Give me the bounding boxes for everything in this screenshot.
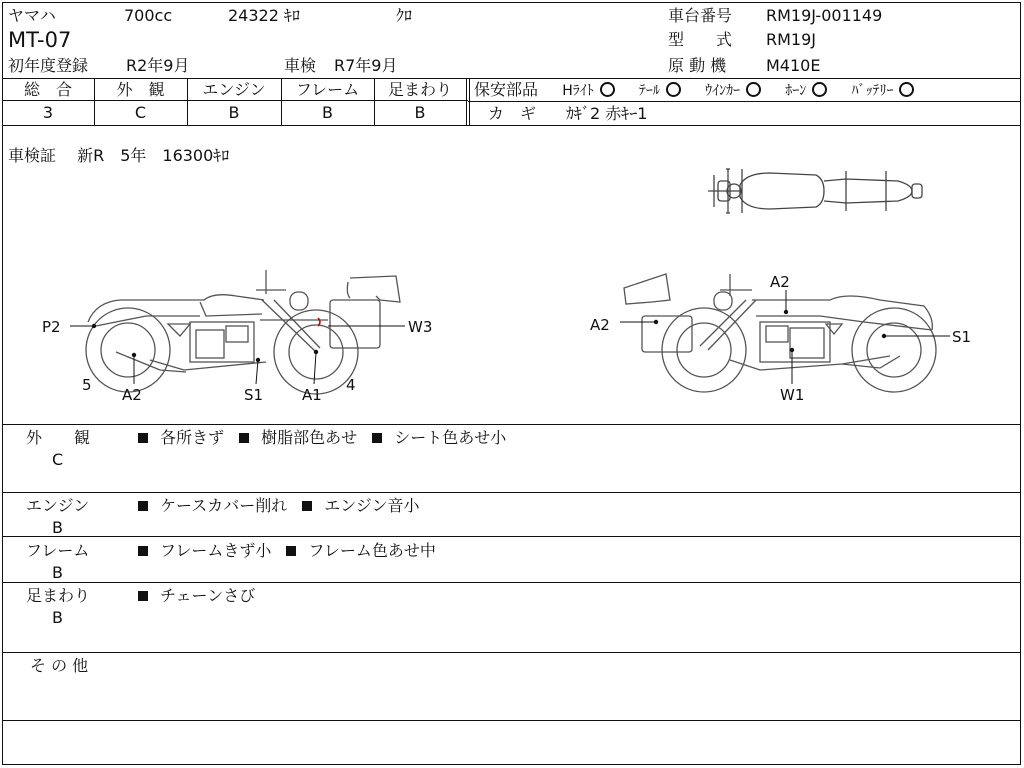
remarks-sep-2 bbox=[2, 536, 1021, 537]
bullet-square-icon bbox=[138, 591, 148, 601]
remarks-other-category: そ の 他 bbox=[30, 656, 89, 675]
grade-overall-value: 3 bbox=[42, 103, 54, 122]
grade-suspension-value: B bbox=[414, 103, 426, 122]
displacement: 700cc bbox=[124, 6, 173, 25]
safety-mid bbox=[468, 101, 1021, 102]
grade-overall-label: 総 合 bbox=[23, 80, 72, 99]
first-registration-value: R2年9月 bbox=[126, 56, 190, 75]
left-label-s1: S1 bbox=[244, 386, 264, 404]
bullet-square-icon bbox=[302, 501, 312, 511]
ok-circle-icon bbox=[600, 82, 615, 97]
type-value: RM19J bbox=[766, 30, 816, 49]
safety-parts-label: 保安部品 bbox=[474, 80, 539, 99]
remarks-top bbox=[2, 424, 1021, 425]
type-label: 型 式 bbox=[668, 30, 733, 49]
remarks-sep-3 bbox=[2, 582, 1021, 583]
grade-engine-label: エンジン bbox=[202, 80, 266, 99]
safety-item-horn: ﾎｰﾝ bbox=[785, 80, 827, 99]
grade-suspension-label: 足まわり bbox=[387, 80, 452, 99]
remarks-exterior-grade: C bbox=[52, 450, 64, 469]
left-label-5: 5 bbox=[82, 376, 92, 394]
remarks-sep-1 bbox=[2, 492, 1021, 493]
remarks-engine-grade: B bbox=[52, 518, 63, 537]
inspection-value: R7年9月 bbox=[334, 56, 398, 75]
remarks-engine-items: ケースカバー削れ エンジン音小 bbox=[138, 496, 420, 516]
motorcycle-left-side-view bbox=[0, 260, 460, 410]
safety-parts-row bbox=[474, 80, 914, 100]
grade-frame-value: B bbox=[322, 103, 333, 122]
remarks-frame-items: フレームきず小 フレーム色あせ中 bbox=[138, 541, 436, 561]
remarks-exterior-items: 各所きず 樹脂部色あせ シート色あせ小 bbox=[138, 428, 506, 448]
mileage: 24322 ｷﾛ bbox=[228, 6, 300, 25]
safety-item-battery: ﾊﾞｯﾃﾘｰ bbox=[851, 80, 914, 99]
ok-circle-icon bbox=[746, 82, 761, 97]
remarks-suspension-grade: B bbox=[52, 608, 63, 627]
right-label-a2-top: A2 bbox=[770, 273, 790, 291]
frame-number-value: RM19J-001149 bbox=[766, 6, 883, 25]
ok-circle-icon bbox=[812, 82, 827, 97]
inspection-label: 車検 bbox=[284, 56, 317, 75]
bullet-square-icon bbox=[138, 433, 148, 443]
frame-number-label: 車台番号 bbox=[668, 6, 733, 25]
remarks-suspension-category: 足まわり bbox=[26, 586, 91, 605]
motorcycle-top-view-icon bbox=[700, 165, 940, 215]
first-registration-label: 初年度登録 bbox=[8, 56, 89, 75]
grade-table-mid bbox=[2, 100, 468, 101]
ok-circle-icon bbox=[899, 82, 914, 97]
grade-col-5 bbox=[466, 78, 467, 125]
maker: ヤマハ bbox=[8, 6, 56, 25]
safety-item-tail: ﾃｰﾙ bbox=[639, 80, 681, 99]
bullet-square-icon bbox=[239, 433, 249, 443]
grade-col-5b bbox=[469, 78, 470, 125]
bullet-square-icon bbox=[138, 546, 148, 556]
right-label-w1: W1 bbox=[780, 386, 805, 404]
left-label-p2: P2 bbox=[42, 318, 61, 336]
grade-table-top bbox=[2, 78, 1021, 79]
bullet-square-icon bbox=[138, 501, 148, 511]
model-name: MT-07 bbox=[8, 28, 72, 52]
remarks-exterior-category: 外 観 bbox=[26, 428, 91, 447]
remarks-sep-4 bbox=[2, 652, 1021, 653]
remarks-frame-grade: B bbox=[52, 563, 63, 582]
right-label-s1: S1 bbox=[952, 328, 972, 346]
grade-exterior-value: C bbox=[134, 103, 147, 122]
engine-label: 原 動 機 bbox=[668, 56, 727, 75]
key-label: カ ギ bbox=[488, 104, 537, 123]
engine-value: M410E bbox=[766, 56, 821, 75]
grade-exterior-label: 外 観 bbox=[116, 80, 165, 99]
bullet-square-icon bbox=[372, 433, 382, 443]
inspection-certificate: 車検証 新R 5年 16300ｷﾛ bbox=[8, 146, 230, 165]
remarks-frame-category: フレーム bbox=[26, 541, 90, 560]
left-label-a2: A2 bbox=[122, 386, 142, 404]
color: ｸﾛ bbox=[396, 6, 413, 25]
key-value: ｶｷﾞ2 赤ｷｰ1 bbox=[566, 104, 648, 123]
ok-circle-icon bbox=[666, 82, 681, 97]
remarks-engine-category: エンジン bbox=[26, 496, 90, 515]
left-label-a1: A1 bbox=[302, 386, 322, 404]
remarks-sep-5 bbox=[2, 720, 1021, 721]
left-label-4: 4 bbox=[346, 376, 356, 394]
safety-item-winker: ｳｲﾝｶｰ bbox=[705, 80, 761, 99]
remarks-suspension-items: チェーンさび bbox=[138, 586, 255, 606]
motorcycle-right-side-view bbox=[580, 260, 1000, 410]
right-label-a2-left: A2 bbox=[590, 316, 610, 334]
grade-frame-label: フレーム bbox=[295, 80, 360, 99]
grade-engine-value: B bbox=[228, 103, 240, 122]
left-label-w3: W3 bbox=[408, 318, 433, 336]
safety-item-headlight: Hﾗｲﾄ bbox=[562, 80, 615, 99]
grade-table-bottom bbox=[2, 125, 1021, 126]
bullet-square-icon bbox=[286, 546, 296, 556]
